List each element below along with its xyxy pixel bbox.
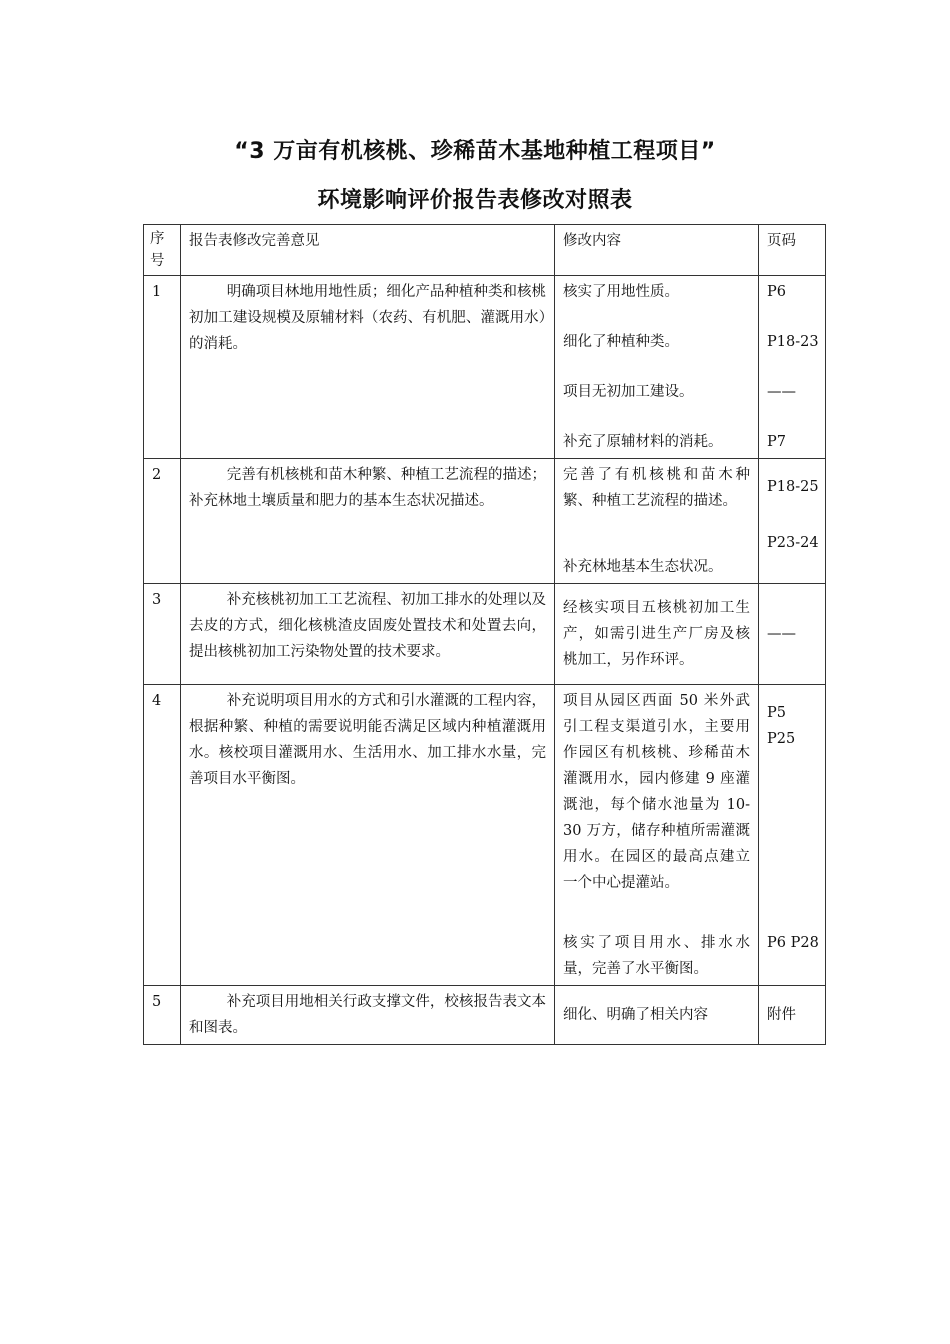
row-number: 4: [144, 685, 181, 986]
row-page: P18-25 P23-24: [759, 459, 826, 584]
row-number: 1: [144, 276, 181, 459]
row-opinion: 补充说明项目用水的方式和引水灌溉的工程内容，根据种繁、种植的需要说明能否满足区域内种植灌溉用水。核校项目灌溉用水、生活用水、加工排水水量，完善项目水平衡图。: [181, 685, 555, 986]
row-number: 5: [144, 986, 181, 1045]
row-content: 完善了有机核桃和苗木种繁、种植工艺流程的描述。 补充林地基本生态状况。: [555, 459, 759, 584]
row-content: 核实了用地性质。 细化了种植种类。 项目无初加工建设。 补充了原辅材料的消耗。: [555, 276, 759, 459]
row-content: 细化、明确了相关内容: [555, 986, 759, 1045]
row-number: 2: [144, 459, 181, 584]
table-header-row: [144, 225, 826, 276]
table-row: [144, 459, 826, 584]
document-title: “3 万亩有机核桃、珍稀苗木基地种植工程项目”: [234, 139, 716, 164]
table-row: [144, 685, 826, 986]
header-page: 页码: [759, 225, 826, 276]
header-no: 序号: [144, 225, 181, 276]
row-page: ——: [759, 584, 826, 685]
row-page: P6 P18-23 —— P7: [759, 276, 826, 459]
header-opinion: 报告表修改完善意见: [181, 225, 555, 276]
row-opinion: 补充项目用地相关行政支撑文件，校核报告表文本和图表。: [181, 986, 555, 1045]
row-opinion: 完善有机核桃和苗木种繁、种植工艺流程的描述；补充林地土壤质量和肥力的基本生态状况描述。: [181, 459, 555, 584]
row-number: 3: [144, 584, 181, 685]
row-content: 经核实项目五核桃初加工生产，如需引进生产厂房及核桃加工，另作环评。: [555, 584, 759, 685]
row-opinion: 明确项目林地用地性质；细化产品种植种类和核桃初加工建设规模及原辅材料（农药、有机肥、灌溉用水）的消耗。: [181, 276, 555, 459]
row-page: P5 P25 P6 P28: [759, 685, 826, 986]
revision-table: [143, 224, 826, 1045]
table-row: [144, 986, 826, 1045]
table-row: [144, 584, 826, 685]
header-content: 修改内容: [555, 225, 759, 276]
row-page: 附件: [759, 986, 826, 1045]
row-opinion: 补充核桃初加工工艺流程、初加工排水的处理以及去皮的方式，细化核桃渣皮固废处置技术和处置去向，提出核桃初加工污染物处置的技术要求。: [181, 584, 555, 685]
document-subtitle: 环境影响评价报告表修改对照表: [317, 188, 633, 213]
row-content: 项目从园区西面 50 米外武引工程支渠道引水，主要用作园区有机核桃、珍稀苗木灌溉用水，园内修建 9 座灌溉池，每个储水池量为 10-30 万方，储存种植所需灌溉用水。在园区的最高点建立一个中心提灌站。 核实了项目用水、排水水量，完善了水平衡图。: [555, 685, 759, 986]
table-row: [144, 276, 826, 459]
